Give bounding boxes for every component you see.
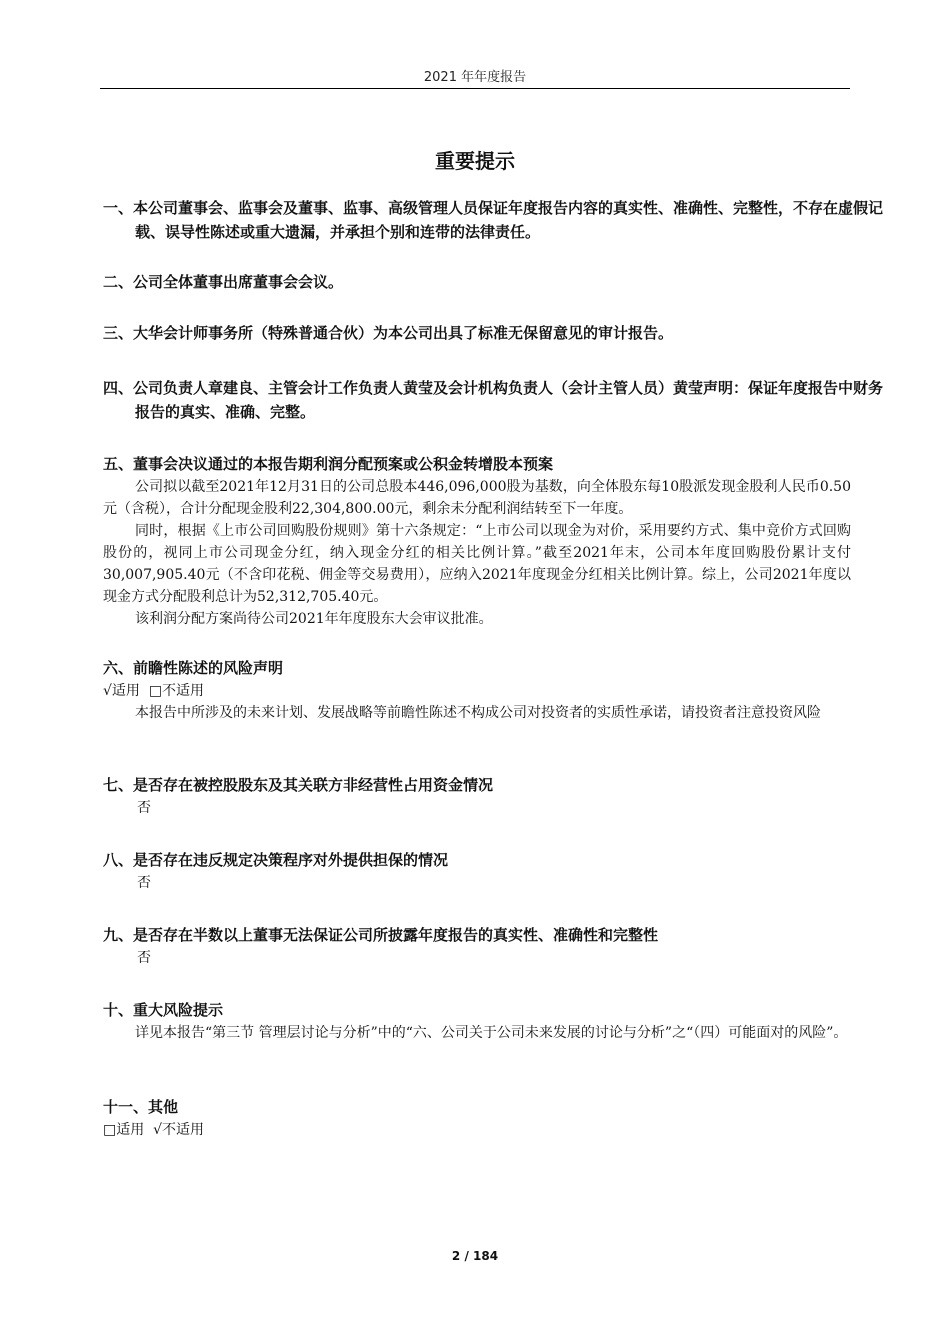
header-divider xyxy=(100,88,850,89)
applicable-checkbox: □适用 xyxy=(103,1122,145,1138)
item-5-paragraph-2: 同时，根据《上市公司回购股份规则》第十六条规定：“上市公司以现金为对价，采用要约方式、集中竞价方式回购股份的，视同上市公司现金分红，纳入现金分红的相关比例计算。”截至2021年末，公司本年度回购股份累计支付30,007,905.40元（不含印花税、佣金等交易费用），应纳入2021年度现金分红相关比例计算。综上，公司2021年度以现金方式分配股利总计为52,312,705.40元。 xyxy=(103,523,851,605)
item-6-paragraph: 本报告中所涉及的未来计划、发展战略等前瞻性陈述不构成公司对投资者的实质性承诺，请投资者注意投资风险 xyxy=(135,705,821,721)
not-applicable-checkbox: □不适用 xyxy=(148,683,205,699)
item-10-heading: 十、重大风险提示 xyxy=(103,1001,224,1019)
item-3: 三、大华会计师事务所（特殊普通合伙）为本公司出具了标准无保留意见的审计报告。 xyxy=(103,324,674,342)
item-9-answer: 否 xyxy=(137,950,151,966)
item-11-checkbox-row xyxy=(103,1119,851,1141)
item-10 xyxy=(103,998,851,1044)
item-8-answer: 否 xyxy=(137,875,151,891)
not-applicable-checkbox: √不适用 xyxy=(153,1122,205,1138)
item-6-checkbox-row xyxy=(103,680,851,702)
item-2: 二、公司全体董事出席董事会会议。 xyxy=(103,273,344,291)
item-10-paragraph: 详见本报告“第三节 管理层讨论与分析”中的“六、公司关于公司未来发展的讨论与分析”之“（四）可能面对的风险”。 xyxy=(135,1025,848,1041)
item-11-heading: 十一、其他 xyxy=(103,1098,179,1116)
item-9-heading: 九、是否存在半数以上董事无法保证公司所披露年度报告的真实性、准确性和完整性 xyxy=(103,926,659,944)
item-7-heading: 七、是否存在被控股股东及其关联方非经营性占用资金情况 xyxy=(103,776,494,794)
item-5-heading: 五、董事会决议通过的本报告期利润分配预案或公积金转增股本预案 xyxy=(103,455,554,473)
item-9 xyxy=(103,923,851,969)
item-5-paragraph-1: 公司拟以截至2021年12月31日的公司总股本446,096,000股为基数，向全体股东每10股派发现金股利人民币0.50元（含税），合计分配现金股利22,304,800.00元，剩余未分配利润结转至下一年度。 xyxy=(103,479,851,517)
item-7-answer: 否 xyxy=(137,800,151,816)
page-title: 重要提示 xyxy=(435,149,515,173)
item-6-heading: 六、前瞻性陈述的风险声明 xyxy=(103,659,284,677)
item-8 xyxy=(103,848,851,894)
page-number: 2 / 184 xyxy=(451,1249,499,1263)
item-7 xyxy=(103,773,851,819)
item-8-heading: 八、是否存在违反规定决策程序对外提供担保的情况 xyxy=(103,851,449,869)
item-1: 一、本公司董事会、监事会及董事、监事、高级管理人员保证年度报告内容的真实性、准确性、完整性，不存在虚假记载、误导性陈述或重大遗漏，并承担个别和连带的法律责任。 xyxy=(103,199,884,241)
item-5-paragraph-3: 该利润分配方案尚待公司2021年年度股东大会审议批准。 xyxy=(135,611,493,627)
item-6 xyxy=(103,656,851,724)
item-11 xyxy=(103,1095,851,1141)
item-4: 四、公司负责人章建良、主管会计工作负责人黄莹及会计机构负责人（会计主管人员）黄莹声明：保证年度报告中财务报告的真实、准确、完整。 xyxy=(103,379,884,421)
item-5 xyxy=(103,452,851,630)
running-header: 2021 年年度报告 xyxy=(423,70,527,85)
applicable-checkbox: √适用 xyxy=(103,683,140,699)
